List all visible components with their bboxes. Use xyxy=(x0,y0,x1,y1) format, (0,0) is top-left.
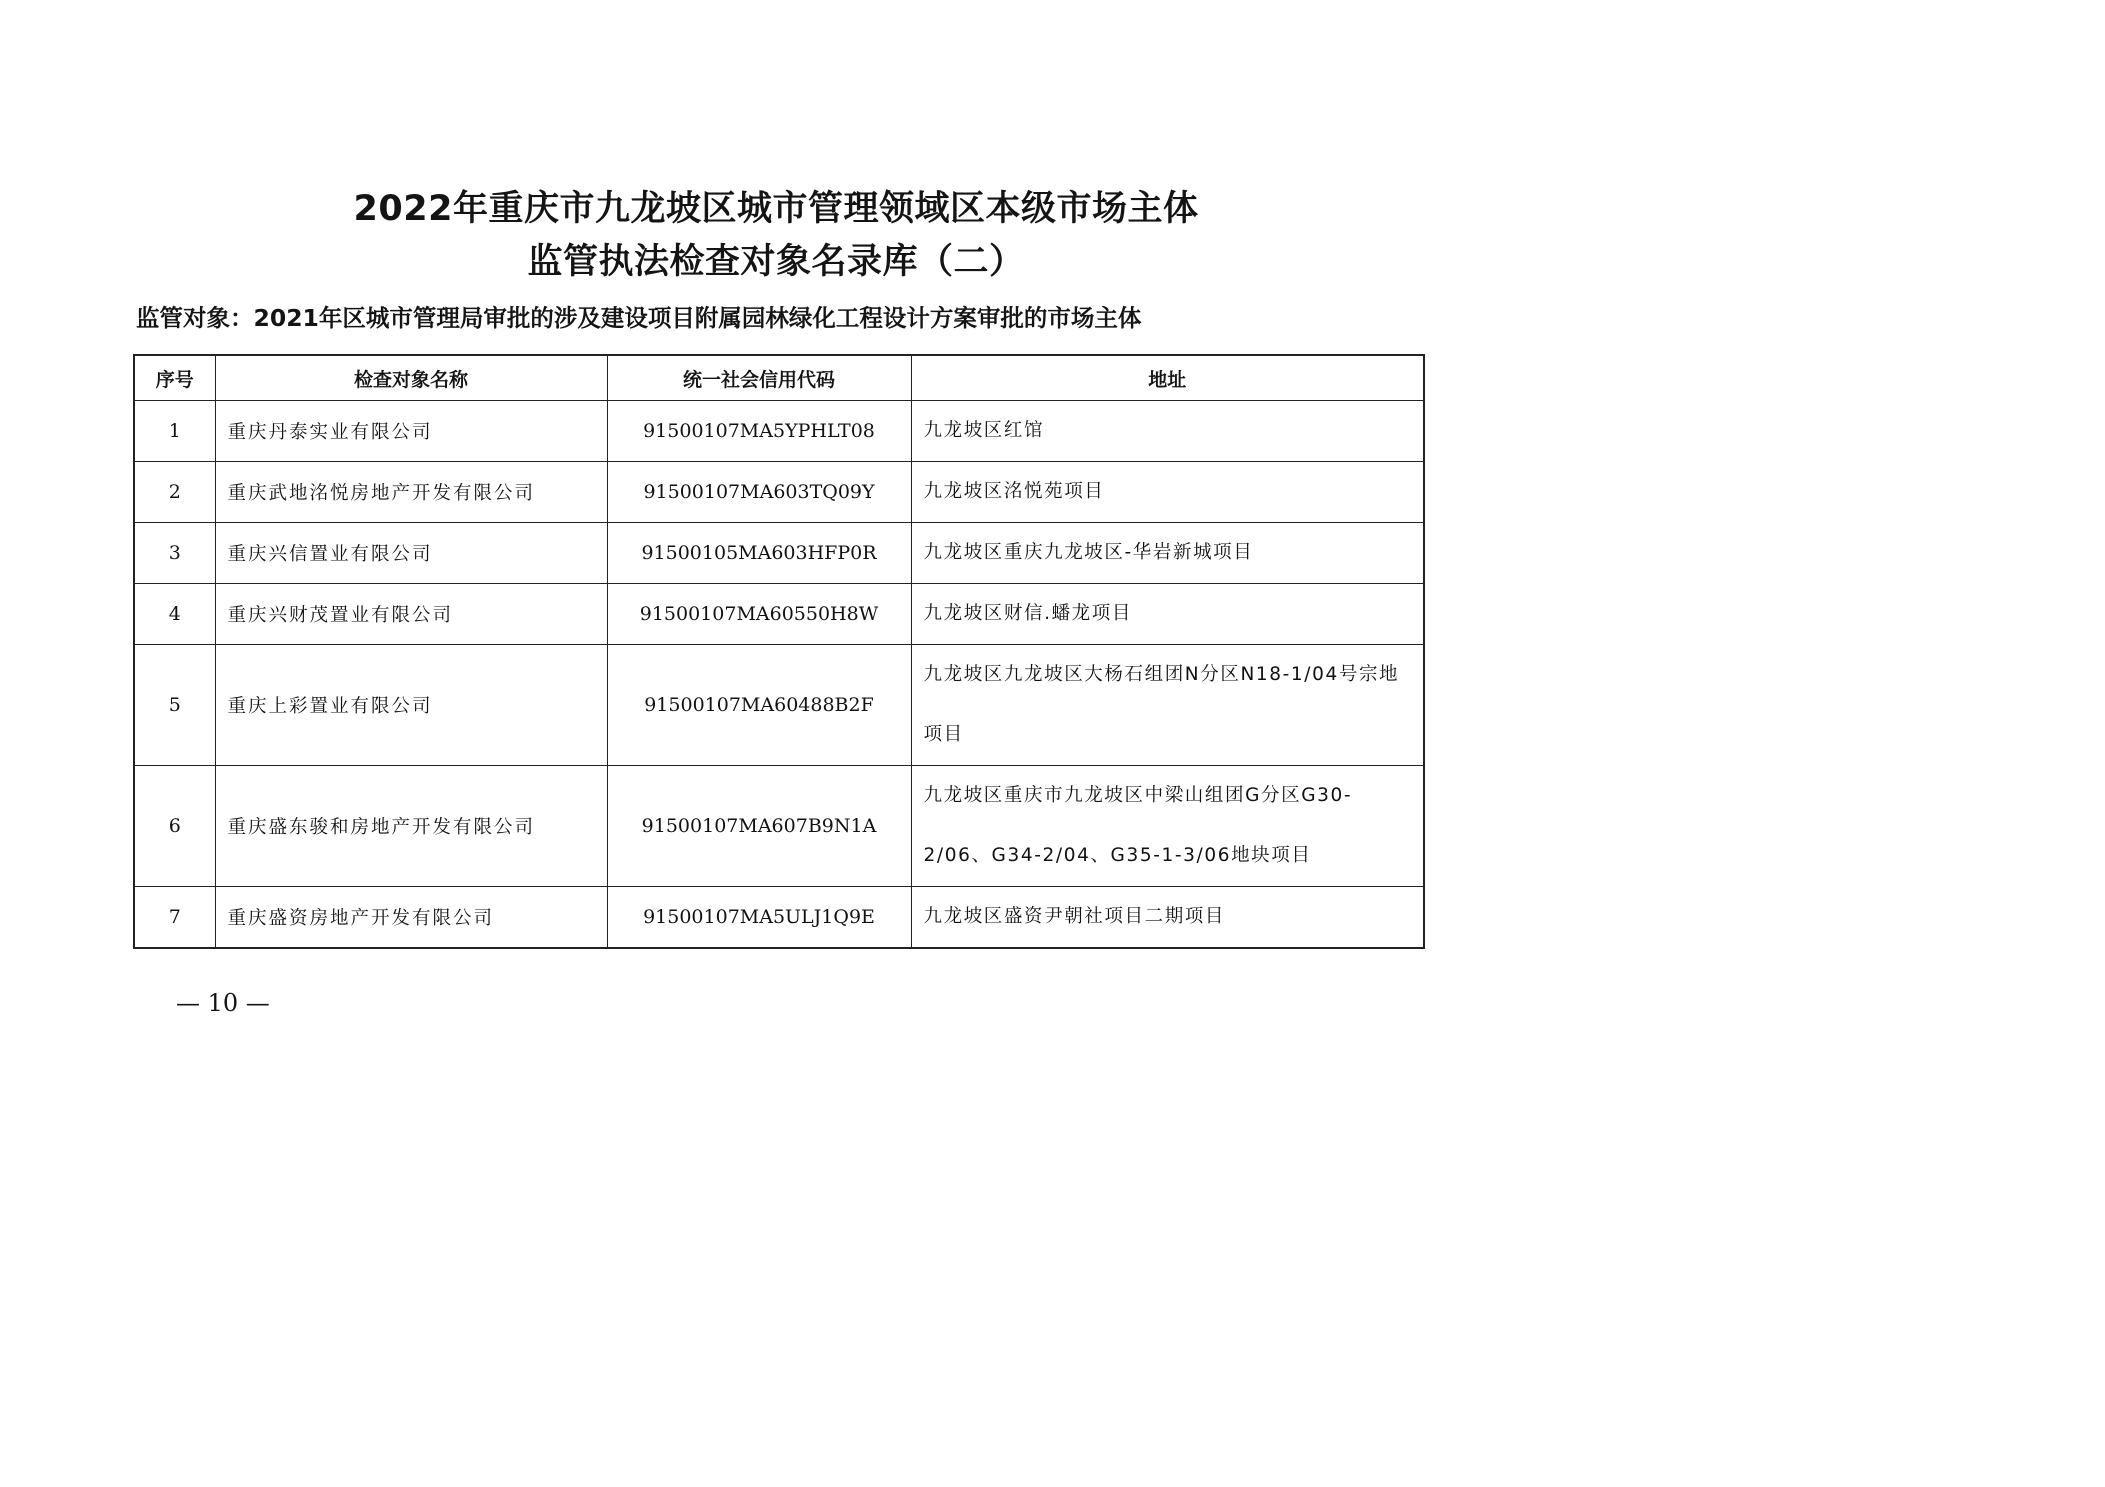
cell-serial-number: 4 xyxy=(134,584,215,645)
cell-target-name: 重庆兴财茂置业有限公司 xyxy=(215,584,607,645)
table-row xyxy=(134,584,1424,645)
inspection-target-table xyxy=(133,354,1425,949)
page-number: — 10 — xyxy=(176,989,270,1017)
table-row xyxy=(134,401,1424,462)
cell-credit-code: 91500107MA5YPHLT08 xyxy=(607,401,911,462)
table-row xyxy=(134,766,1424,887)
cell-serial-number: 6 xyxy=(134,766,215,887)
cell-target-name: 重庆上彩置业有限公司 xyxy=(215,645,607,766)
cell-target-name: 重庆兴信置业有限公司 xyxy=(215,523,607,584)
cell-serial-number: 7 xyxy=(134,887,215,949)
table-row xyxy=(134,887,1424,949)
header-serial-number: 序号 xyxy=(134,355,215,401)
cell-credit-code: 91500107MA607B9N1A xyxy=(607,766,911,887)
cell-address: 九龙坡区红馆 xyxy=(911,401,1424,462)
cell-target-name: 重庆丹泰实业有限公司 xyxy=(215,401,607,462)
header-address: 地址 xyxy=(911,355,1424,401)
header-target-name: 检查对象名称 xyxy=(215,355,607,401)
document-title-line-2: 监管执法检查对象名录库（二） xyxy=(527,242,1025,282)
table-header-row xyxy=(134,355,1424,401)
header-credit-code: 统一社会信用代码 xyxy=(607,355,911,401)
cell-address: 九龙坡区重庆九龙坡区-华岩新城项目 xyxy=(911,523,1424,584)
cell-address: 九龙坡区重庆市九龙坡区中梁山组团G分区G30-2/06、G34-2/04、G35-1-3/06地块项目 xyxy=(911,766,1424,887)
table-row xyxy=(134,645,1424,766)
cell-serial-number: 2 xyxy=(134,462,215,523)
cell-target-name: 重庆盛资房地产开发有限公司 xyxy=(215,887,607,949)
cell-address: 九龙坡区洺悦苑项目 xyxy=(911,462,1424,523)
cell-credit-code: 91500107MA60550H8W xyxy=(607,584,911,645)
cell-credit-code: 91500107MA603TQ09Y xyxy=(607,462,911,523)
cell-serial-number: 5 xyxy=(134,645,215,766)
cell-credit-code: 91500107MA5ULJ1Q9E xyxy=(607,887,911,949)
supervision-subject: 监管对象：2021年区城市管理局审批的涉及建设项目附属园林绿化工程设计方案审批的市场主体 xyxy=(136,304,1142,332)
cell-serial-number: 3 xyxy=(134,523,215,584)
cell-serial-number: 1 xyxy=(134,401,215,462)
cell-target-name: 重庆武地洺悦房地产开发有限公司 xyxy=(215,462,607,523)
table-row xyxy=(134,462,1424,523)
table-row xyxy=(134,523,1424,584)
cell-credit-code: 91500107MA60488B2F xyxy=(607,645,911,766)
document-title-line-1: 2022年重庆市九龙坡区城市管理领域区本级市场主体 xyxy=(353,189,1199,229)
cell-target-name: 重庆盛东骏和房地产开发有限公司 xyxy=(215,766,607,887)
cell-credit-code: 91500105MA603HFP0R xyxy=(607,523,911,584)
cell-address: 九龙坡区财信.蟠龙项目 xyxy=(911,584,1424,645)
cell-address: 九龙坡区盛资尹朝社项目二期项目 xyxy=(911,887,1424,949)
cell-address: 九龙坡区九龙坡区大杨石组团N分区N18-1/04号宗地项目 xyxy=(911,645,1424,766)
